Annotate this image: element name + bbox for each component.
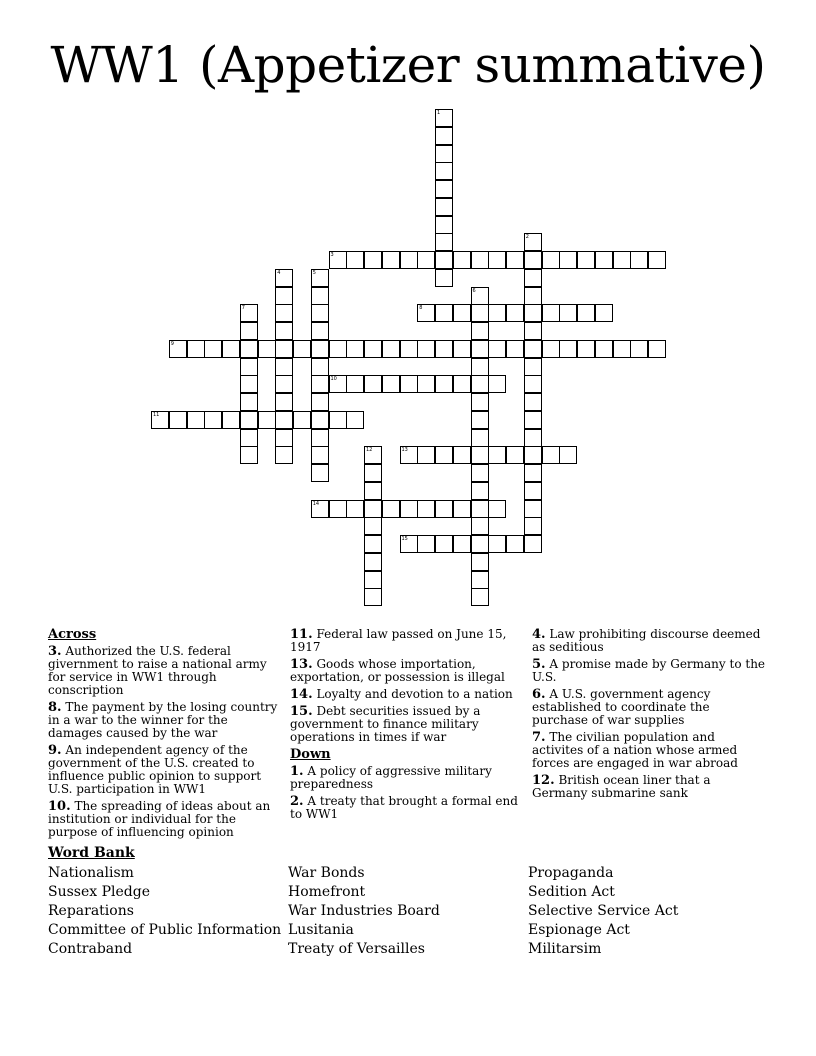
grid-cell[interactable] <box>524 446 542 464</box>
grid-cell[interactable] <box>524 464 542 482</box>
grid-cell[interactable] <box>400 500 418 518</box>
grid-cell[interactable] <box>630 251 648 269</box>
word-bank-item: Espionage Act <box>528 922 630 938</box>
grid-cell[interactable] <box>346 411 364 429</box>
grid-cell[interactable] <box>346 340 364 358</box>
grid-number: 2 <box>525 234 529 241</box>
grid-cell[interactable] <box>648 251 666 269</box>
grid-cell[interactable] <box>382 340 400 358</box>
across-clue-15 <box>290 705 520 744</box>
grid-cell[interactable] <box>506 251 524 269</box>
grid-cell[interactable] <box>542 340 560 358</box>
grid-cell[interactable] <box>382 251 400 269</box>
clue-text: A treaty that brought a formal end to WW1 <box>290 794 518 821</box>
grid-cell[interactable] <box>524 304 542 322</box>
grid-cell[interactable] <box>346 375 364 393</box>
grid-cell[interactable] <box>506 446 524 464</box>
across-clue-13 <box>290 658 520 684</box>
grid-cell[interactable] <box>364 571 382 589</box>
clues-column-3 <box>532 628 768 804</box>
grid-cell[interactable] <box>204 411 222 429</box>
grid-cell[interactable] <box>488 340 506 358</box>
grid-number: 13 <box>401 447 408 454</box>
down-clue-2 <box>290 795 520 821</box>
grid-cell[interactable] <box>435 304 453 322</box>
grid-cell[interactable] <box>275 358 293 376</box>
grid-cell[interactable] <box>488 375 506 393</box>
clue-number: 11. <box>290 627 313 642</box>
grid-cell[interactable] <box>524 517 542 535</box>
grid-cell[interactable] <box>506 304 524 322</box>
grid-cell[interactable] <box>524 340 542 358</box>
grid-cell[interactable] <box>435 375 453 393</box>
page-title: WW1 (Appetizer summative) <box>50 36 766 94</box>
word-bank-item: Committee of Public Information <box>48 922 282 938</box>
grid-cell[interactable] <box>506 340 524 358</box>
grid-cell[interactable] <box>524 269 542 287</box>
grid-cell[interactable] <box>524 233 542 251</box>
grid-cell[interactable] <box>488 304 506 322</box>
grid-cell[interactable] <box>417 375 435 393</box>
down-clue-4 <box>532 628 768 654</box>
grid-cell[interactable] <box>524 251 542 269</box>
grid-number: 14 <box>312 500 320 507</box>
word-bank <box>48 845 788 957</box>
grid-cell[interactable] <box>630 340 648 358</box>
grid-cell[interactable] <box>542 304 560 322</box>
grid-cell[interactable] <box>435 109 453 127</box>
grid-cell[interactable] <box>329 500 347 518</box>
word-bank-item: Lusitania <box>288 922 354 938</box>
grid-cell[interactable] <box>559 446 577 464</box>
clue-number: 7. <box>532 730 546 745</box>
grid-cell[interactable] <box>311 429 329 447</box>
grid-cell[interactable] <box>400 251 418 269</box>
grid-cell[interactable] <box>471 535 489 553</box>
grid-cell[interactable] <box>453 500 471 518</box>
grid-cell[interactable] <box>417 500 435 518</box>
clue-text: Debt securities issued by a government to finance military operations in times if war <box>290 704 481 744</box>
grid-cell[interactable] <box>435 216 453 234</box>
down-clue-1 <box>290 765 520 791</box>
grid-cell[interactable] <box>471 553 489 571</box>
grid-cell[interactable] <box>524 322 542 340</box>
word-bank-heading: Word Bank <box>48 845 135 861</box>
grid-cell[interactable] <box>311 393 329 411</box>
clue-text: The payment by the losing country in a war to the winner for the damages caused by the war <box>48 700 278 740</box>
grid-cell[interactable] <box>240 358 258 376</box>
grid-cell[interactable] <box>435 198 453 216</box>
grid-cell[interactable] <box>435 535 453 553</box>
grid-cell[interactable] <box>204 340 222 358</box>
word-bank-item: War Industries Board <box>288 903 440 919</box>
grid-cell[interactable] <box>311 287 329 305</box>
grid-cell[interactable] <box>524 500 542 518</box>
grid-number: 12 <box>366 447 373 454</box>
grid-cell[interactable] <box>488 251 506 269</box>
grid-cell[interactable] <box>346 251 364 269</box>
grid-cell[interactable] <box>382 375 400 393</box>
grid-cell[interactable] <box>329 340 347 358</box>
clue-text: Law prohibiting discourse deemed as seditious <box>532 627 761 654</box>
grid-cell[interactable] <box>311 340 329 358</box>
grid-cell[interactable] <box>240 375 258 393</box>
grid-cell[interactable] <box>435 127 453 145</box>
clue-number: 1. <box>290 764 304 779</box>
grid-number: 11 <box>153 411 160 418</box>
grid-cell[interactable] <box>577 304 595 322</box>
grid-cell[interactable] <box>453 446 471 464</box>
down-clue-7 <box>532 731 768 770</box>
grid-number: 5 <box>312 269 316 276</box>
grid-cell[interactable] <box>364 535 382 553</box>
grid-cell[interactable] <box>524 358 542 376</box>
grid-cell[interactable] <box>364 446 382 464</box>
grid-cell[interactable] <box>293 411 311 429</box>
grid-cell[interactable] <box>471 500 489 518</box>
grid-cell[interactable] <box>471 393 489 411</box>
down-clue-5 <box>532 658 768 684</box>
word-bank-item: Sussex Pledge <box>48 884 150 900</box>
clue-number: 15. <box>290 704 313 719</box>
grid-cell[interactable] <box>311 269 329 287</box>
grid-cell[interactable] <box>595 251 613 269</box>
clue-text: Authorized the U.S. federal givernment to raise a national army for service in WW1 through conscription <box>48 644 267 697</box>
grid-cell[interactable] <box>471 304 489 322</box>
grid-cell[interactable] <box>240 340 258 358</box>
grid-cell[interactable] <box>435 145 453 163</box>
grid-cell[interactable] <box>240 429 258 447</box>
grid-cell[interactable] <box>275 375 293 393</box>
word-bank-item: Propaganda <box>528 865 614 881</box>
grid-cell[interactable] <box>258 340 276 358</box>
grid-cell[interactable] <box>524 535 542 553</box>
grid-cell[interactable] <box>275 304 293 322</box>
across-clue-10 <box>48 800 284 839</box>
down-clue-6 <box>532 688 768 727</box>
grid-cell[interactable] <box>382 500 400 518</box>
grid-cell[interactable] <box>524 429 542 447</box>
grid-number: 15 <box>401 536 408 542</box>
grid-cell[interactable] <box>311 322 329 340</box>
grid-cell[interactable] <box>471 287 489 305</box>
grid-cell[interactable] <box>524 287 542 305</box>
grid-cell[interactable] <box>435 269 453 287</box>
clues-column-2 <box>290 628 520 825</box>
grid-cell[interactable] <box>364 464 382 482</box>
clue-text: An independent agency of the government of the U.S. created to influence public opinion to support U.S. participation in WW1 <box>48 743 262 796</box>
grid-cell[interactable] <box>453 251 471 269</box>
clue-text: A U.S. government agency established to coordinate the purchase of war supplies <box>532 687 711 727</box>
grid-number: 8 <box>419 305 423 312</box>
grid-cell[interactable] <box>435 180 453 198</box>
word-bank-item: Selective Service Act <box>528 903 679 919</box>
grid-cell[interactable] <box>240 411 258 429</box>
grid-cell[interactable] <box>311 464 329 482</box>
clues-column-1 <box>48 628 284 843</box>
grid-cell[interactable] <box>151 411 169 429</box>
down-clue-12 <box>532 774 768 800</box>
grid-cell[interactable] <box>222 411 240 429</box>
clue-number: 12. <box>532 773 555 788</box>
grid-number: 7 <box>241 305 245 312</box>
word-bank-item: Treaty of Versailles <box>288 941 425 957</box>
word-bank-item: Sedition Act <box>528 884 615 900</box>
grid-cell[interactable] <box>471 251 489 269</box>
grid-cell[interactable] <box>329 251 347 269</box>
grid-cell[interactable] <box>648 340 666 358</box>
grid-cell[interactable] <box>471 571 489 589</box>
grid-cell[interactable] <box>400 446 418 464</box>
grid-cell[interactable] <box>524 393 542 411</box>
grid-cell[interactable] <box>187 411 205 429</box>
grid-cell[interactable] <box>559 251 577 269</box>
grid-cell[interactable] <box>311 411 329 429</box>
grid-cell[interactable] <box>488 535 506 553</box>
grid-cell[interactable] <box>417 251 435 269</box>
grid-cell[interactable] <box>471 358 489 376</box>
grid-cell[interactable] <box>275 446 293 464</box>
grid-cell[interactable] <box>258 411 276 429</box>
grid-cell[interactable] <box>417 535 435 553</box>
grid-cell[interactable] <box>435 446 453 464</box>
grid-cell[interactable] <box>471 411 489 429</box>
word-bank-column-3 <box>528 864 678 959</box>
grid-cell[interactable] <box>240 322 258 340</box>
grid-cell[interactable] <box>471 588 489 606</box>
grid-cell[interactable] <box>471 375 489 393</box>
across-clue-3 <box>48 645 284 697</box>
word-bank-item: Militarsim <box>528 941 602 957</box>
grid-cell[interactable] <box>275 287 293 305</box>
grid-cell[interactable] <box>275 269 293 287</box>
clue-number: 10. <box>48 799 71 814</box>
grid-number: 6 <box>472 287 476 294</box>
grid-cell[interactable] <box>453 340 471 358</box>
grid-cell[interactable] <box>471 446 489 464</box>
grid-number: 9 <box>170 340 174 347</box>
grid-cell[interactable] <box>169 411 187 429</box>
grid-cell[interactable] <box>453 535 471 553</box>
grid-cell[interactable] <box>471 429 489 447</box>
grid-cell[interactable] <box>524 482 542 500</box>
across-clue-11 <box>290 628 520 654</box>
grid-cell[interactable] <box>435 340 453 358</box>
grid-cell[interactable] <box>524 411 542 429</box>
grid-cell[interactable] <box>275 322 293 340</box>
grid-cell[interactable] <box>400 535 418 553</box>
grid-cell[interactable] <box>435 500 453 518</box>
grid-cell[interactable] <box>488 446 506 464</box>
grid-cell[interactable] <box>595 304 613 322</box>
across-clue-14 <box>290 688 520 701</box>
grid-cell[interactable] <box>275 429 293 447</box>
grid-cell[interactable] <box>488 500 506 518</box>
clue-number: 8. <box>48 700 62 715</box>
grid-cell[interactable] <box>364 517 382 535</box>
grid-cell[interactable] <box>471 464 489 482</box>
clue-number: 14. <box>290 687 313 702</box>
grid-cell[interactable] <box>435 251 453 269</box>
grid-cell[interactable] <box>613 340 631 358</box>
grid-cell[interactable] <box>311 358 329 376</box>
grid-cell[interactable] <box>364 500 382 518</box>
clue-number: 3. <box>48 644 62 659</box>
grid-cell[interactable] <box>453 304 471 322</box>
grid-cell[interactable] <box>435 233 453 251</box>
across-clue-8 <box>48 701 284 740</box>
clue-text: A promise made by Germany to the U.S. <box>532 657 766 684</box>
clue-number: 4. <box>532 627 546 642</box>
word-bank-item: Reparations <box>48 903 134 919</box>
clue-text: A policy of aggressive military preparedness <box>290 764 492 791</box>
grid-cell[interactable] <box>453 375 471 393</box>
grid-cell[interactable] <box>222 340 240 358</box>
clue-text: The spreading of ideas about an institution or individual for the purpose of influencing opinion <box>48 799 271 839</box>
grid-cell[interactable] <box>169 340 187 358</box>
grid-cell[interactable] <box>311 375 329 393</box>
grid-cell[interactable] <box>364 482 382 500</box>
clue-number: 6. <box>532 687 546 702</box>
grid-cell[interactable] <box>329 375 347 393</box>
grid-cell[interactable] <box>417 304 435 322</box>
clue-number: 2. <box>290 794 304 809</box>
grid-cell[interactable] <box>595 340 613 358</box>
grid-cell[interactable] <box>364 340 382 358</box>
across-heading: Across <box>48 627 97 642</box>
grid-cell[interactable] <box>400 375 418 393</box>
word-bank-column-1 <box>48 864 281 959</box>
grid-cell[interactable] <box>346 500 364 518</box>
grid-cell[interactable] <box>559 340 577 358</box>
grid-cell[interactable] <box>364 375 382 393</box>
across-clue-9 <box>48 744 284 796</box>
word-bank-item: War Bonds <box>288 865 365 881</box>
grid-cell[interactable] <box>400 340 418 358</box>
grid-cell[interactable] <box>471 517 489 535</box>
grid-cell[interactable] <box>577 251 595 269</box>
grid-number: 3 <box>330 252 334 258</box>
grid-number: 1 <box>437 110 441 116</box>
clue-text: The civilian population and activites of a nation whose armed forces are engaged in war abroad <box>532 730 738 770</box>
grid-cell[interactable] <box>471 322 489 340</box>
grid-cell[interactable] <box>435 162 453 180</box>
clue-number: 13. <box>290 657 313 672</box>
grid-cell[interactable] <box>417 446 435 464</box>
grid-cell[interactable] <box>240 393 258 411</box>
grid-cell[interactable] <box>364 588 382 606</box>
grid-cell[interactable] <box>506 535 524 553</box>
grid-cell[interactable] <box>311 304 329 322</box>
grid-cell[interactable] <box>329 411 347 429</box>
word-bank-item: Nationalism <box>48 865 134 881</box>
clue-number: 9. <box>48 743 62 758</box>
grid-number: 10 <box>330 376 337 383</box>
grid-cell[interactable] <box>311 500 329 518</box>
down-heading: Down <box>290 747 331 762</box>
grid-cell[interactable] <box>240 446 258 464</box>
clue-text: Goods whose importation, exportation, or possession is illegal <box>290 657 505 684</box>
word-bank-item: Homefront <box>288 884 366 900</box>
grid-cell[interactable] <box>275 340 293 358</box>
clue-text: Loyalty and devotion to a nation <box>316 687 513 701</box>
word-bank-column-2 <box>288 864 440 959</box>
clue-text: British ocean liner that a Germany submarine sank <box>532 773 711 800</box>
grid-number: 4 <box>277 269 281 276</box>
grid-cell[interactable] <box>364 553 382 571</box>
grid-cell[interactable] <box>364 251 382 269</box>
grid-cell[interactable] <box>240 304 258 322</box>
word-bank-item: Contraband <box>48 941 133 957</box>
grid-cell[interactable] <box>577 340 595 358</box>
grid-cell[interactable] <box>542 251 560 269</box>
grid-cell[interactable] <box>275 393 293 411</box>
grid-cell[interactable] <box>187 340 205 358</box>
grid-cell[interactable] <box>471 482 489 500</box>
grid-cell[interactable] <box>417 340 435 358</box>
grid-cell[interactable] <box>559 304 577 322</box>
grid-cell[interactable] <box>293 340 311 358</box>
grid-cell[interactable] <box>542 446 560 464</box>
grid-cell[interactable] <box>471 340 489 358</box>
grid-cell[interactable] <box>275 411 293 429</box>
grid-cell[interactable] <box>311 446 329 464</box>
grid-cell[interactable] <box>524 375 542 393</box>
grid-cell[interactable] <box>613 251 631 269</box>
clue-number: 5. <box>532 657 546 672</box>
clue-text: Federal law passed on June 15, 1917 <box>290 627 507 654</box>
